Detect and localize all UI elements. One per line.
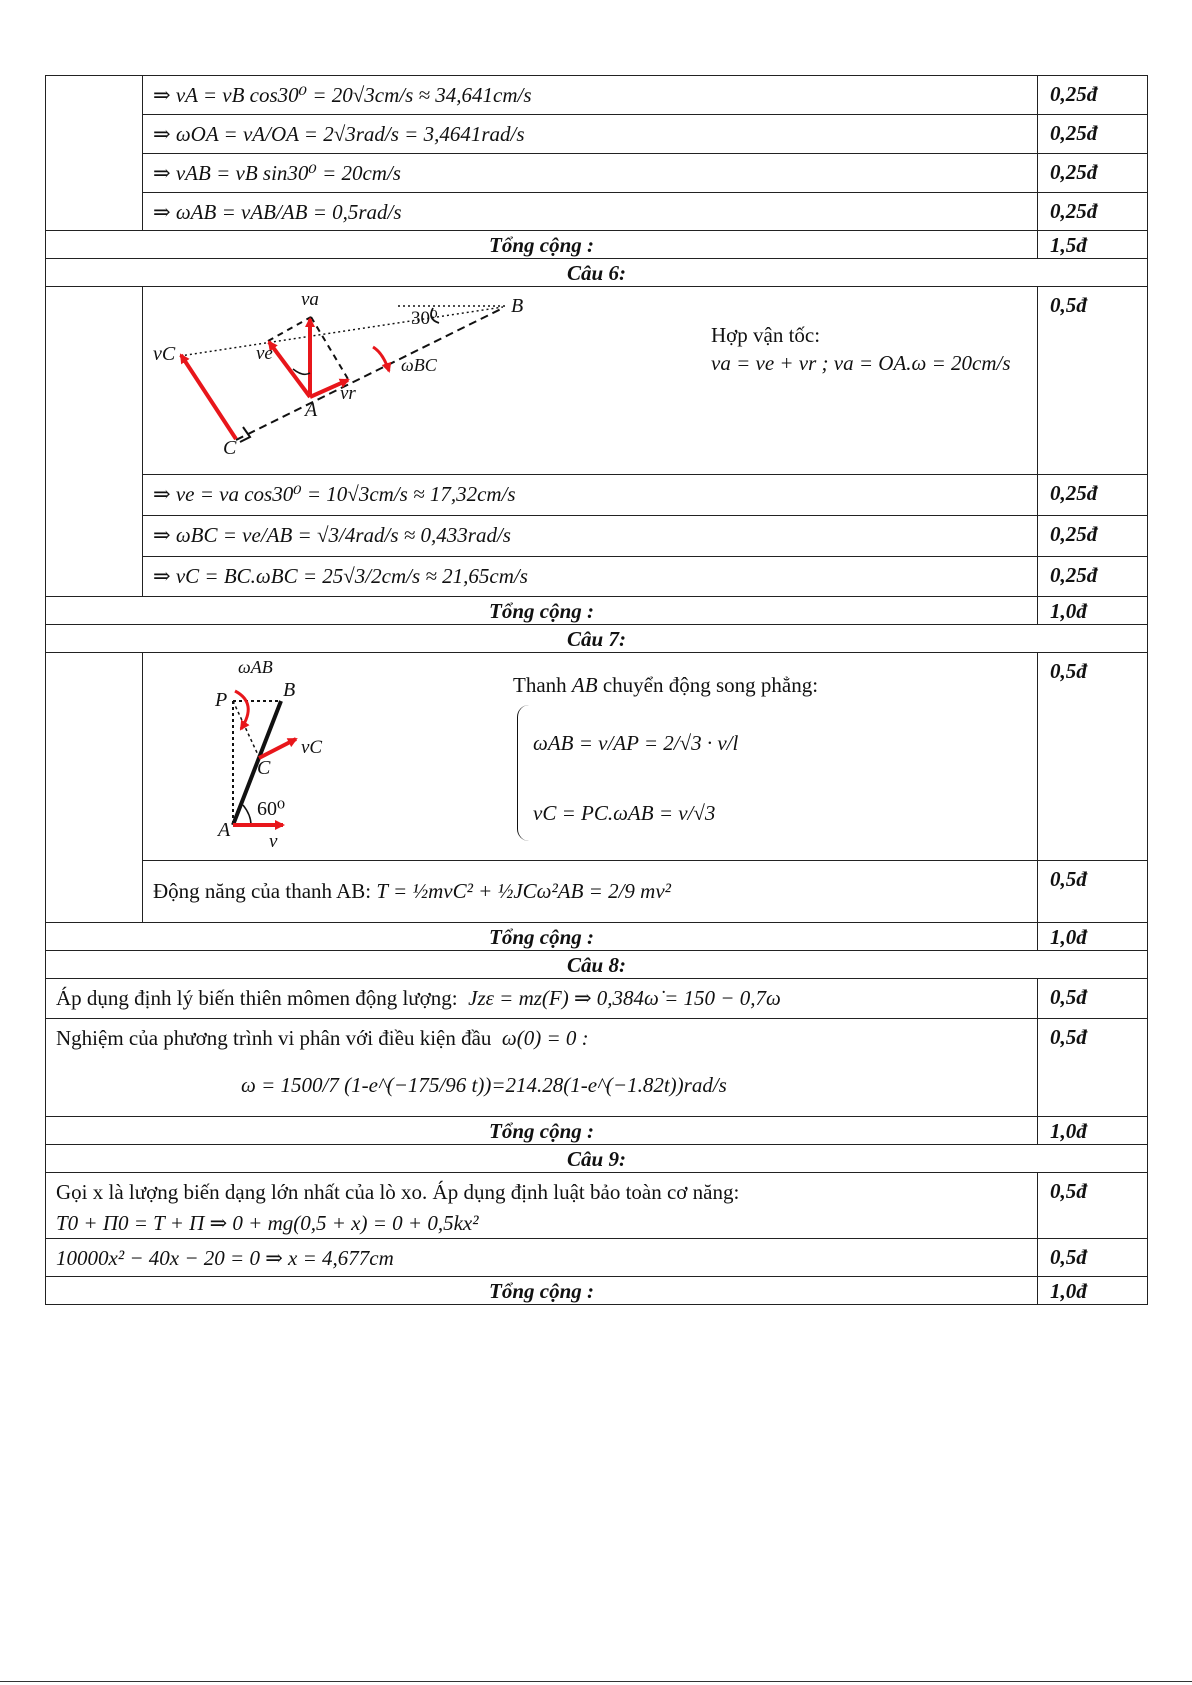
answer-sheet — [45, 75, 1148, 1305]
table-row — [46, 516, 1148, 557]
label-c: C — [257, 757, 271, 779]
label-a: A — [305, 399, 318, 421]
formula-cell: ⇒ ωBC = ve/AB = √3/4rad/s ≈ 0,433rad/s — [143, 516, 1038, 557]
label-c: C — [223, 437, 237, 459]
table-row — [46, 653, 1148, 861]
label-angle-60: 60⁰ — [257, 798, 286, 820]
total-row — [46, 597, 1148, 625]
dotted-line — [233, 701, 259, 757]
score-cell: 0,25đ — [1038, 557, 1148, 597]
score-cell: 0,5đ — [1038, 1019, 1148, 1117]
label-b: B — [283, 679, 296, 701]
table-row — [46, 979, 1148, 1019]
total-label: Tổng cộng : — [46, 231, 1038, 259]
label-ve: ve — [256, 343, 273, 364]
question-title-row — [46, 259, 1148, 287]
question-title-row — [46, 951, 1148, 979]
question-title-row — [46, 1145, 1148, 1173]
omega-ab-arrow — [235, 691, 248, 729]
table-row — [46, 76, 1148, 115]
blank-cell — [46, 287, 143, 597]
question-title: Câu 8: — [46, 951, 1148, 979]
hop-label: Hợp vận tốc: — [711, 323, 821, 347]
score-cell: 0,25đ — [1038, 516, 1148, 557]
angle-arc — [243, 805, 251, 825]
row-text: Gọi x là lượng biến dạng lớn nhất của lò xo. Áp dụng định luật bảo toàn cơ năng: — [56, 1180, 740, 1204]
table-row — [46, 557, 1148, 597]
label-angle-30: 30⁰ — [411, 308, 438, 329]
formula-cell: ⇒ ωAB = vAB/AB = 0,5rad/s — [143, 193, 1038, 231]
score-cell: 0,5đ — [1038, 653, 1148, 861]
row-formula: Jzε = mz(F) ⇒ 0,384ω̇ = 150 − 0,7ω — [468, 986, 781, 1010]
table-row — [46, 154, 1148, 193]
label-p: P — [215, 689, 228, 711]
blank-cell — [46, 76, 143, 231]
label-b: B — [511, 295, 524, 317]
formula-cell — [46, 1019, 1038, 1117]
formula-cell: ⇒ vAB = vB sin30⁰ = 20cm/s — [143, 154, 1038, 193]
blank-cell — [46, 653, 143, 923]
table-row — [46, 1019, 1148, 1117]
total-score: 1,5đ — [1038, 231, 1148, 259]
total-score: 1,0đ — [1038, 597, 1148, 625]
eq-omega-ab: ωAB = v/AP = 2/√3 · v/l — [533, 731, 739, 755]
dashed-line — [311, 317, 348, 379]
answer-table — [45, 75, 1148, 1305]
score-cell: 0,5đ — [1038, 1173, 1148, 1239]
formula-cell: ⇒ vA = vB cos30⁰ = 20√3cm/s ≈ 34,641cm/s — [143, 76, 1038, 115]
table-row — [46, 1239, 1148, 1277]
score-cell: 0,25đ — [1038, 193, 1148, 231]
label-vr: vr — [340, 383, 356, 404]
total-label: Tổng cộng : — [46, 1117, 1038, 1145]
formula-cell: ⇒ ve = va cos30⁰ = 10√3cm/s ≈ 17,32cm/s — [143, 475, 1038, 516]
label-a: A — [218, 819, 231, 841]
vc-arrow — [181, 355, 236, 439]
formula-cell: ⇒ vC = BC.ωBC = 25√3/2cm/s ≈ 21,65cm/s — [143, 557, 1038, 597]
formula-cell: ⇒ ωOA = vA/OA = 2√3rad/s = 3,4641rad/s — [143, 115, 1038, 154]
table-row — [46, 475, 1148, 516]
row-formula: T0 + Π0 = T + Π ⇒ 0 + mg(0,5 + x) = 0 + 0,5kx² — [56, 1211, 479, 1235]
table-row — [46, 1173, 1148, 1239]
score-cell: 0,25đ — [1038, 475, 1148, 516]
question-title: Câu 7: — [46, 625, 1148, 653]
page-bottom-rule — [0, 1681, 1192, 1682]
total-label: Tổng cộng : — [46, 597, 1038, 625]
label-vc: vC — [153, 343, 176, 365]
ve-arrow — [269, 342, 310, 397]
table-row — [46, 287, 1148, 475]
rod-description: Thanh AB chuyển động song phẳng: — [513, 673, 819, 697]
label-omega-bc: ωBC — [401, 355, 437, 375]
label-v: v — [269, 831, 278, 852]
total-label: Tổng cộng : — [46, 1277, 1038, 1305]
total-row — [46, 231, 1148, 259]
question-title: Câu 9: — [46, 1145, 1148, 1173]
formula-cell — [46, 1239, 1038, 1277]
score-cell: 0,25đ — [1038, 154, 1148, 193]
velocity-diagram — [143, 287, 1023, 474]
eq-vc: vC = PC.ωAB = v/√3 — [533, 801, 716, 825]
total-row — [46, 923, 1148, 951]
kinetic-formula: T = ½mvC² + ½JCω²AB = 2/9 mv² — [376, 879, 671, 903]
total-row — [46, 1277, 1148, 1305]
total-label: Tổng cộng : — [46, 923, 1038, 951]
total-score: 1,0đ — [1038, 1117, 1148, 1145]
right-angle-mark — [240, 427, 250, 442]
brace — [517, 705, 532, 841]
question-title: Câu 6: — [46, 259, 1148, 287]
table-row — [46, 115, 1148, 154]
table-row — [46, 193, 1148, 231]
kinetic-text: Động năng của thanh AB: — [153, 879, 372, 903]
row-text: Áp dụng định lý biến thiên mômen động lượng: — [56, 986, 458, 1010]
figure-cell — [143, 287, 1038, 475]
dotted-line — [180, 307, 503, 356]
row-text: Nghiệm của phương trình vi phân với điều kiện đầu — [56, 1026, 492, 1050]
label-vc: vC — [301, 737, 323, 758]
label-va: va — [301, 289, 319, 310]
score-cell: 0,5đ — [1038, 979, 1148, 1019]
angle-arc — [293, 369, 310, 374]
formula-cell — [46, 979, 1038, 1019]
total-score: 1,0đ — [1038, 923, 1148, 951]
score-cell: 0,5đ — [1038, 287, 1148, 475]
score-cell: 0,25đ — [1038, 115, 1148, 154]
formula-cell — [46, 1173, 1038, 1239]
row-formula: 10000x² − 40x − 20 = 0 ⇒ x = 4,677cm — [56, 1246, 394, 1270]
hop-formula: va = ve + vr ; va = OA.ω = 20cm/s — [711, 351, 1011, 375]
total-row — [46, 1117, 1148, 1145]
label-omega-ab: ωAB — [238, 657, 273, 677]
question-title-row — [46, 625, 1148, 653]
formula-cell — [143, 861, 1038, 923]
score-cell: 0,5đ — [1038, 1239, 1148, 1277]
table-row — [46, 861, 1148, 923]
total-score: 1,0đ — [1038, 1277, 1148, 1305]
score-cell: 0,25đ — [1038, 76, 1148, 115]
figure-cell — [143, 653, 1038, 861]
row-condition: ω(0) = 0 : — [501, 1026, 589, 1050]
solution-formula: ω = 1500/7 (1-e^(−175/96 t))=214.28(1-e^(−1.82t))rad/s — [241, 1073, 727, 1097]
score-cell: 0,5đ — [1038, 861, 1148, 923]
